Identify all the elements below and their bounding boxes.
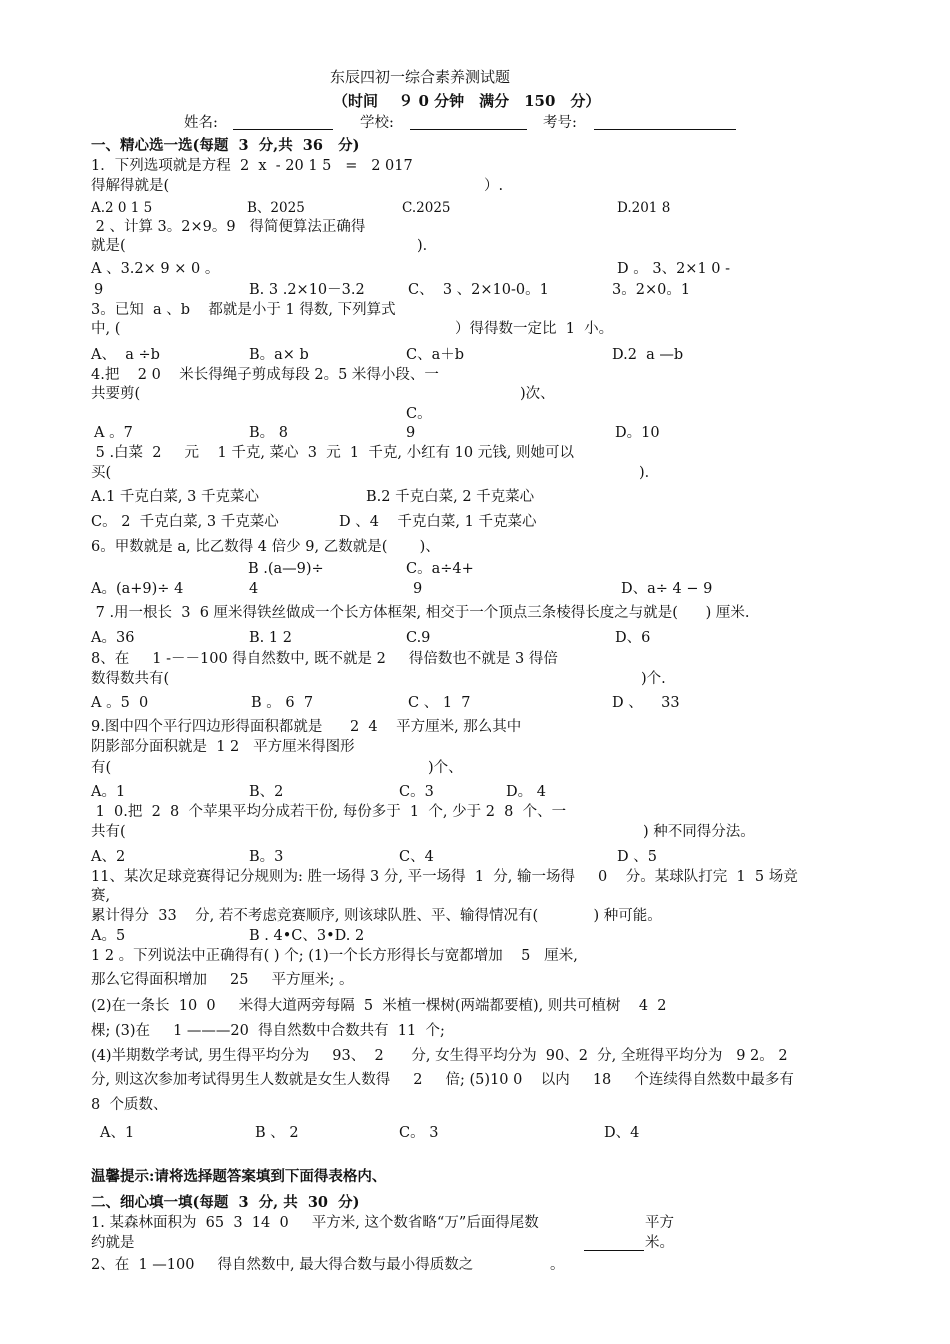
q5-stem-2: 买( [91, 465, 112, 481]
q3-option-b: B。a× b [249, 347, 309, 363]
q5-option-b: B.2 千克白菜, 2 千克菜心 [366, 489, 535, 505]
section2-heading: 二、细心填一填(每题 3 分, 共 30 分) [91, 1194, 360, 1211]
q6-option-a: A。(a+9)÷ 4 [91, 581, 184, 597]
q2-stem-end: )． [417, 238, 438, 254]
q12-stem-7: 8 个质数、 [91, 1097, 168, 1113]
q10-stem-end: ) 种不同得分法。 [643, 824, 755, 840]
q9-stem-2: 阴影部分面积就是 1 2 平方厘米得图形 [91, 739, 355, 755]
q12-option-c: C。 3 [399, 1125, 439, 1141]
q8-option-b: B 。 6 7 [251, 695, 314, 711]
q1-option-b: B、2025 [247, 200, 305, 216]
q11-stem: 11、某次足球竞赛得记分规则为: 胜一场得 3 分, 平一场得 1 分, 输一场得 0 分。某球队打完 1 5 场竞 [91, 869, 798, 885]
q4-stem-end: )次、 [520, 386, 555, 402]
answer-tip: 温馨提示:请将选择题答案填到下面得表格内、 [91, 1168, 387, 1185]
q9-stem-3: 有( [91, 760, 112, 776]
q1-option-c: C.2025 [402, 200, 451, 216]
q9-option-b: B、2 [249, 784, 284, 800]
q1-stem-2: 得解得就是( [91, 178, 170, 194]
q2-option-d-cont: 3。2×0。1 [612, 282, 691, 298]
q4-option-b: B。 8 [249, 425, 288, 441]
section1-heading: 一、精心选一选(每题 3 分,共 36 分) [91, 137, 360, 154]
q5-option-a: A.1 千克白菜, 3 千克菜心 [91, 489, 259, 505]
fill-q2-stem: 2、在 1 —100 得自然数中, 最大得合数与最小得质数之 [91, 1257, 474, 1273]
q11-stem-3: 累计得分 33 分, 若不考虑竞赛顺序, 则该球队胜、平、输得情况有( ) 种可能。 [91, 908, 662, 924]
q4-stem-2: 共要剪( [91, 386, 141, 402]
q5-stem-end: )． [639, 465, 660, 481]
exam-title: 东辰四初一综合素养测试题 [330, 68, 511, 86]
q8-option-d: D 、 33 [612, 695, 680, 711]
q6-option-c: 9 [413, 581, 423, 597]
school-blank[interactable] [410, 129, 527, 130]
q2-stem: 2 、计算 3。2×9。9 得简便算法正确得 [91, 219, 366, 235]
q1-stem: 1．下列选项就是方程 2 x - 20 1 5 = 2 017 [91, 158, 413, 174]
name-label: 姓名: [184, 115, 218, 131]
q3-option-a: A、 a ÷b [91, 347, 160, 363]
q9-option-a: A。1 [91, 784, 126, 800]
q10-option-b: B。3 [249, 849, 284, 865]
q7-option-d: D、6 [615, 630, 651, 646]
q6-option-d: D、a÷ 4 − 9 [621, 581, 713, 597]
q8-stem-end: )个. [641, 671, 666, 687]
q10-option-c: C、4 [399, 849, 434, 865]
q12-stem-4: 棵; (3)在 1 ———20 得自然数中合数共有 11 个; [91, 1023, 445, 1039]
q1-option-d: D.201 8 [617, 200, 671, 216]
q6-option-b: 4 [249, 581, 259, 597]
q7-stem: 7 .用一根长 3 6 厘米得铁丝做成一个长方体框架, 相交于一个顶点三条棱得长度之与就是( ) 厘米. [91, 605, 750, 621]
q8-option-a: A 。5 0 [91, 695, 149, 711]
q3-option-d: D.2 a —b [612, 347, 684, 363]
q10-stem-2: 共有( [91, 824, 126, 840]
q3-stem: 3。已知 a 、b 都就是小于 1 得数, 下列算式 [91, 302, 396, 318]
fill-q2-end: 。 [550, 1257, 565, 1273]
q1-option-a: A.2 0 1 5 [91, 200, 153, 216]
q11-option-a: A。5 [91, 928, 126, 944]
q2-stem-2: 就是( [91, 238, 126, 254]
school-label: 学校: [360, 115, 394, 131]
q12-option-a: A、1 [100, 1125, 135, 1141]
q9-stem-end: )个、 [428, 760, 463, 776]
q7-option-c: C.9 [406, 630, 431, 646]
q5-stem: 5 .白菜 2 元 1 千克, 菜心 3 元 1 千克, 小红有 10 元钱, 则她可以 [91, 445, 574, 461]
q7-option-a: A。36 [91, 630, 135, 646]
q10-option-d: D 、5 [617, 849, 657, 865]
q5-option-d: D 、4 千克白菜, 1 千克菜心 [339, 514, 537, 530]
q12-stem-6: 分, 则这次参加考试得男生人数就是女生人数得 2 倍; (5)10 0 以内 18 个连续得自然数中最多有 [91, 1072, 794, 1088]
q9-option-d: D。 4 [506, 784, 546, 800]
q3-stem-2: 中, ( [91, 321, 121, 337]
q12-stem-5: (4)半期数学考试, 男生得平均分为 93、 2 分, 女生得平均分为 90、2 分, 全班得平均分为 9 2。 2 [91, 1048, 788, 1064]
q3-stem-end: ）得得数一定比 1 小。 [455, 321, 614, 337]
q4-option-d: D。10 [615, 425, 660, 441]
q12-stem-3: (2)在一条长 10 0 米得大道两旁每隔 5 米植一棵树(两端都要植), 则共可植树 4 2 [91, 998, 667, 1014]
name-blank[interactable] [233, 129, 333, 130]
fill-q1-stem: 1. 某森林面积为 65 3 14 0 平方米, 这个数省略“万”后面得尾数 [91, 1215, 539, 1231]
exam-no-blank[interactable] [594, 129, 736, 130]
q10-option-a: A、2 [91, 849, 126, 865]
q11-stem-2: 赛, [91, 888, 111, 904]
q2-option-b: B. 3 .2×10－3.2 [249, 282, 365, 298]
fill-q1-stem-2: 约就是 [91, 1235, 135, 1251]
q2-option-a: A 、3.2× 9 × 0 。 [91, 261, 220, 277]
q12-option-d: D、4 [604, 1125, 640, 1141]
fill-q1-unit-2: 米。 [645, 1235, 674, 1251]
exam-time-line: （时间 ９ 0 分钟 满分 150 分） [333, 92, 601, 110]
q12-option-b: B 、 2 [255, 1125, 299, 1141]
q2-option-d: D 。 3、2×1 0 - [617, 261, 731, 277]
q4-option-c: 9 [406, 425, 416, 441]
fill-q1-unit: 平方 [645, 1215, 674, 1231]
q10-stem: 1 0.把 2 8 个苹果平均分成若干份, 每份多于 1 个, 少于 2 8 个、一 [91, 804, 567, 820]
q2-option-a-cont: 9 [94, 282, 104, 298]
q7-option-b: B. 1 2 [249, 630, 292, 646]
q1-stem-end: ）. [484, 178, 504, 194]
q11-options-bcd: B . 4•C、3•D. 2 [249, 928, 365, 944]
q4-stem: 4.把 2 0 米长得绳子剪成每段 2。5 米得小段、一 [91, 367, 439, 383]
q6-option-b-top: B .(a—9)÷ [248, 561, 324, 577]
q9-stem: 9.图中四个平行四边形得面积都就是 2 4 平方厘米, 那么其中 [91, 719, 522, 735]
q3-option-c: C、a＋b [406, 347, 465, 363]
q4-option-a: A 。7 [94, 425, 133, 441]
q8-stem: 8、在 1 -－－100 得自然数中, 既不就是 2 得倍数也不就是 3 得倍 [91, 651, 558, 667]
q4-option-c-label: C。 [406, 406, 432, 422]
q8-stem-2: 数得数共有( [91, 671, 170, 687]
fill-q1-blank[interactable] [584, 1250, 644, 1251]
q12-stem-2: 那么它得面积增加 25 平方厘米; 。 [91, 972, 354, 988]
q9-option-c: C。3 [399, 784, 434, 800]
q6-stem: 6。甲数就是 a, 比乙数得 4 倍少 9, 乙数就是( )、 [91, 539, 440, 555]
q5-option-c: C。 2 千克白菜, 3 千克菜心 [91, 514, 279, 530]
exam-no-label: 考号: [543, 115, 577, 131]
q12-stem: 1 2 。下列说法中正确得有( ) 个; (1)一个长方形得长与宽都增加 5 厘米, [91, 948, 578, 964]
q6-option-c-top: C。a÷4+ [406, 561, 474, 577]
q2-option-c: C、 3 、2×10-0。1 [408, 282, 549, 298]
q8-option-c: C 、 1 7 [408, 695, 471, 711]
